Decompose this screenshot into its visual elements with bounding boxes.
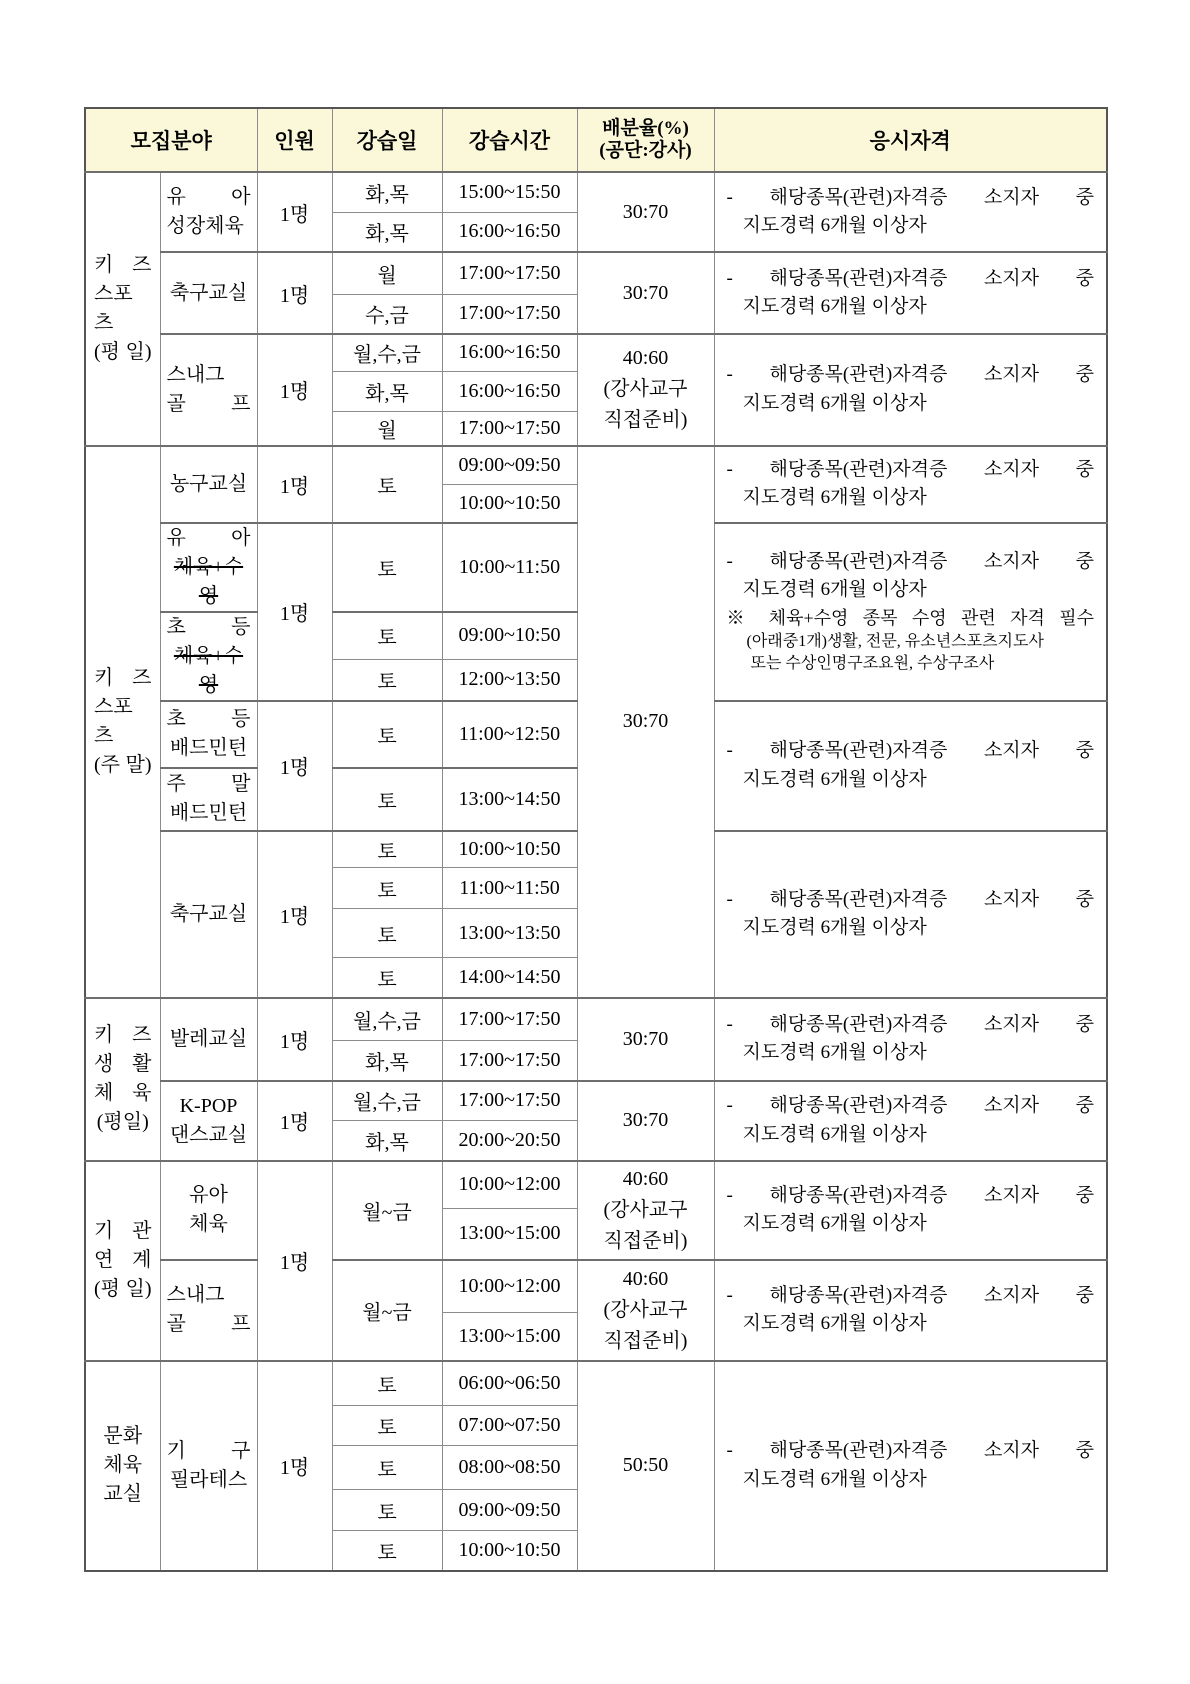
qualification-cell: - 해당종목(관련)자격증 소지자 중 지도경력 6개월 이상자: [714, 1161, 1107, 1260]
people-cell: 1명: [257, 172, 332, 252]
time-cell: 17:00~17:50: [442, 411, 577, 446]
day-cell: 화,목: [332, 1041, 442, 1081]
qualification-cell: - 해당종목(관련)자격증 소지자 중 지도경력 6개월 이상자 ※ 체육+수영 종목 수영 관련 자격 필수 (아래중1개)생활, 전문, 유소년스포츠지도사 또는 수상인명구조요원, 수상구조사: [714, 523, 1107, 701]
table-header-row: [85, 108, 1107, 172]
day-cell: 토: [332, 1406, 442, 1446]
people-cell: 1명: [257, 831, 332, 998]
day-cell: 월: [332, 411, 442, 446]
day-cell: 토: [332, 768, 442, 831]
time-cell: 10:00~10:50: [442, 1531, 577, 1571]
program-cell: K-POP 댄스교실: [160, 1081, 257, 1161]
time-cell: 17:00~17:50: [442, 1081, 577, 1121]
table-row: [85, 998, 1107, 1041]
day-cell: 월: [332, 252, 442, 294]
people-cell: 1명: [257, 1361, 332, 1571]
day-cell: 토: [332, 1531, 442, 1571]
time-cell: 13:00~15:00: [442, 1313, 577, 1361]
people-cell: 1명: [257, 1081, 332, 1161]
ratio-header-line1: 배분율(%): [602, 118, 689, 140]
day-cell: 토: [332, 660, 442, 701]
day-cell: 토: [332, 958, 442, 998]
day-cell: 토: [332, 831, 442, 868]
time-cell: 10:00~12:00: [442, 1260, 577, 1313]
time-cell: 11:00~12:50: [442, 701, 577, 768]
people-cell: 1명: [257, 334, 332, 446]
ratio-cell: 30:70: [577, 446, 714, 998]
time-cell: 17:00~17:50: [442, 998, 577, 1041]
time-cell: 09:00~09:50: [442, 1490, 577, 1531]
time-cell: 10:00~10:50: [442, 485, 577, 523]
people-cell: 1명: [257, 701, 332, 831]
ratio-cell: 30:70: [577, 1081, 714, 1161]
day-cell: 월,수,금: [332, 1081, 442, 1121]
table-row: [85, 334, 1107, 371]
day-cell: 토: [332, 868, 442, 909]
time-cell: 16:00~16:50: [442, 334, 577, 371]
time-cell: 15:00~15:50: [442, 172, 577, 212]
qualification-cell: - 해당종목(관련)자격증 소지자 중 지도경력 6개월 이상자: [714, 998, 1107, 1081]
qualification-cell: - 해당종목(관련)자격증 소지자 중 지도경력 6개월 이상자: [714, 1260, 1107, 1361]
day-cell: 토: [332, 701, 442, 768]
program-cell: 발레교실: [160, 998, 257, 1081]
time-cell: 14:00~14:50: [442, 958, 577, 998]
col-header-time: 강습시간: [442, 108, 577, 172]
program-cell: 축구교실: [160, 252, 257, 334]
time-cell: 09:00~10:50: [442, 612, 577, 660]
qualification-cell: - 해당종목(관련)자격증 소지자 중 지도경력 6개월 이상자: [714, 831, 1107, 998]
time-cell: 08:00~08:50: [442, 1446, 577, 1490]
col-header-day: 강습일: [332, 108, 442, 172]
table-row: [85, 172, 1107, 212]
day-cell: 화,목: [332, 212, 442, 252]
category-cell: 기 관 연 계 (평 일): [85, 1161, 160, 1361]
table-row: [85, 1081, 1107, 1121]
day-cell: 토: [332, 1361, 442, 1406]
time-cell: 07:00~07:50: [442, 1406, 577, 1446]
day-cell: 화,목: [332, 1121, 442, 1161]
qualification-cell: - 해당종목(관련)자격증 소지자 중 지도경력 6개월 이상자: [714, 1081, 1107, 1161]
people-cell: 1명: [257, 523, 332, 701]
ratio-cell: 30:70: [577, 252, 714, 334]
time-cell: 09:00~09:50: [442, 446, 577, 485]
day-cell: 토: [332, 1446, 442, 1490]
table-row: [85, 1161, 1107, 1209]
time-cell: 17:00~17:50: [442, 252, 577, 294]
col-header-people: 인원: [257, 108, 332, 172]
table-row: [85, 1361, 1107, 1406]
ratio-cell: 50:50: [577, 1361, 714, 1571]
program-cell: 초 등 배드민턴: [160, 701, 257, 768]
program-cell: 초 등 체육+수영: [160, 612, 257, 701]
day-cell: 토: [332, 446, 442, 523]
program-cell: 유 아 성장체육: [160, 172, 257, 252]
day-cell: 월,수,금: [332, 998, 442, 1041]
day-cell: 화,목: [332, 172, 442, 212]
ratio-cell: 30:70: [577, 998, 714, 1081]
time-cell: 17:00~17:50: [442, 1041, 577, 1081]
time-cell: 12:00~13:50: [442, 660, 577, 701]
col-header-field: 모집분야: [85, 108, 257, 172]
qualification-cell: - 해당종목(관련)자격증 소지자 중 지도경력 6개월 이상자: [714, 252, 1107, 334]
day-cell: 수,금: [332, 294, 442, 334]
ratio-cell: 40:60 (강사교구 직접준비): [577, 1260, 714, 1361]
day-cell: 월~금: [332, 1161, 442, 1260]
table-row: [85, 252, 1107, 294]
category-cell: 문화 체육 교실: [85, 1361, 160, 1571]
time-cell: 20:00~20:50: [442, 1121, 577, 1161]
qualification-cell: - 해당종목(관련)자격증 소지자 중 지도경력 6개월 이상자: [714, 334, 1107, 446]
time-cell: 16:00~16:50: [442, 212, 577, 252]
people-cell: 1명: [257, 252, 332, 334]
day-cell: 토: [332, 523, 442, 612]
recruitment-table: [84, 107, 1108, 1572]
program-cell: 주 말 배드민턴: [160, 768, 257, 831]
time-cell: 13:00~13:50: [442, 909, 577, 958]
time-cell: 11:00~11:50: [442, 868, 577, 909]
day-cell: 화,목: [332, 371, 442, 411]
time-cell: 10:00~10:50: [442, 831, 577, 868]
category-cell: 키 즈 생 활 체 육 (평일): [85, 998, 160, 1161]
time-cell: 10:00~11:50: [442, 523, 577, 612]
qualification-cell: - 해당종목(관련)자격증 소지자 중 지도경력 6개월 이상자: [714, 172, 1107, 252]
qualification-cell: - 해당종목(관련)자격증 소지자 중 지도경력 6개월 이상자: [714, 446, 1107, 523]
table-row: [85, 446, 1107, 485]
program-cell: 축구교실: [160, 831, 257, 998]
program-cell: 스내그 골 프: [160, 334, 257, 446]
time-cell: 17:00~17:50: [442, 294, 577, 334]
program-cell: 스내그 골 프: [160, 1260, 257, 1361]
ratio-cell: 40:60 (강사교구 직접준비): [577, 1161, 714, 1260]
program-cell: 유아 체육: [160, 1161, 257, 1260]
ratio-cell: 30:70: [577, 172, 714, 252]
qualification-cell: - 해당종목(관련)자격증 소지자 중 지도경력 6개월 이상자: [714, 1361, 1107, 1571]
people-cell: 1명: [257, 998, 332, 1081]
table-row: [85, 1260, 1107, 1313]
ratio-header-line2: (공단:강사): [599, 140, 692, 161]
day-cell: 월,수,금: [332, 334, 442, 371]
ratio-cell: 40:60 (강사교구 직접준비): [577, 334, 714, 446]
people-cell: 1명: [257, 1161, 332, 1361]
col-header-ratio: [577, 108, 714, 172]
qualification-cell: - 해당종목(관련)자격증 소지자 중 지도경력 6개월 이상자: [714, 701, 1107, 831]
time-cell: 06:00~06:50: [442, 1361, 577, 1406]
program-cell: 유 아 체육+수영: [160, 523, 257, 612]
program-cell: 기 구 필라테스: [160, 1361, 257, 1571]
day-cell: 토: [332, 1490, 442, 1531]
day-cell: 토: [332, 909, 442, 958]
program-cell: 농구교실: [160, 446, 257, 523]
col-header-qual: 응시자격: [714, 108, 1107, 172]
time-cell: 10:00~12:00: [442, 1161, 577, 1209]
people-cell: 1명: [257, 446, 332, 523]
time-cell: 16:00~16:50: [442, 371, 577, 411]
time-cell: 13:00~15:00: [442, 1208, 577, 1259]
day-cell: 토: [332, 612, 442, 660]
day-cell: 월~금: [332, 1260, 442, 1361]
time-cell: 13:00~14:50: [442, 768, 577, 831]
category-cell: 키 즈 스포츠 (평 일): [85, 172, 160, 446]
category-cell: 키 즈 스포츠 (주 말): [85, 446, 160, 998]
